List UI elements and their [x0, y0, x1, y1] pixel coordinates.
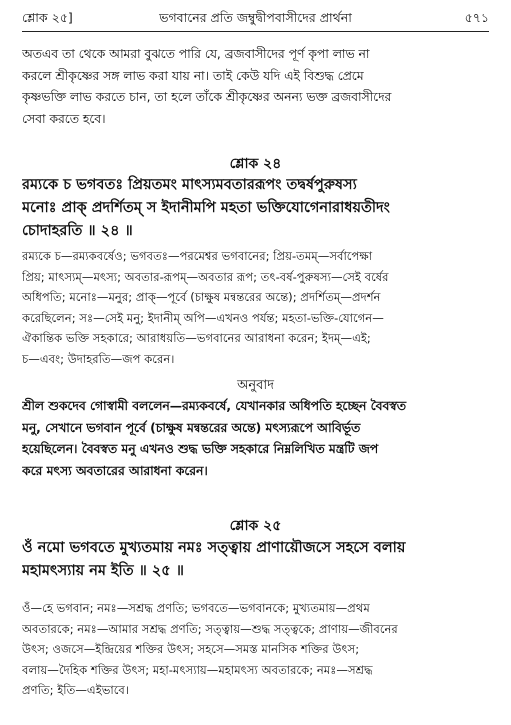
verse-line: মনোঃ প্রাক্ প্রদর্শিতম্ স ইদানীমপি মহতা ভক্তিযোগেনারাধয়তীদং: [22, 200, 390, 216]
verse-24-heading: শ্লোক ২৪: [229, 156, 282, 172]
synonym-line: বলায়—দৈহিক শক্তির উৎস; মহা-মৎস্যায়—মহামৎস্য অবতারকে; নমঃ—সশ্রদ্ধ: [22, 662, 373, 677]
purport-paragraph: [22, 44, 489, 130]
translation-line: শ্রীল শুকদেব গোস্বামী বললেন—রম্যকবর্ষে, যেখানকার অধিপতি হচ্ছেন বৈবস্বত: [22, 399, 407, 413]
synonym-line: উৎস; ওজসে—ইন্দ্রিয়ের শক্তির উৎস; সহসে—সমস্ত মানসিক শক্তির উৎস;: [22, 642, 360, 657]
translation-line: মনু, সেখানে ভগবান পূর্বে (চাক্ষুষ মন্বন্তরের অন্তে) মৎস্যরূপে আবির্ভূত: [22, 420, 361, 435]
verse-line: ওঁ নমো ভগবতে মুখ্যতমায় নমঃ সত্ত্বায় প্রাণায়ৌজসে সহসে বলায়: [22, 540, 406, 556]
verse-line: মহামৎস্যায় নম ইতি ॥ ২৫ ॥: [22, 563, 184, 579]
text-line: অতএব তা থেকে আমরা বুঝতে পারি যে, ব্রজবাসীদের পূর্ণ কৃপা লাভ না: [22, 47, 370, 61]
header-chapter-title: ভগবানের প্রতি জম্বুদ্বীপবাসীদের প্রার্থনা: [159, 10, 352, 25]
header-rule: [22, 31, 489, 32]
synonym-line: চ—এবং; উদাহরতি—জপ করেন।: [22, 351, 175, 366]
synonym-line: প্রিয়; মাৎস্যম্—মৎস্য; অবতার-রূপম্—অবতার রূপ; তৎ-বর্ষ-পুরুষস্য—সেই বর্ষের: [22, 269, 389, 284]
verse-25-synonyms: [22, 598, 489, 701]
verse-24-text: [22, 174, 489, 243]
synonym-line: করেছিলেন; সঃ—সেই মনু; ইদানীম্ অপি—এখনও পর্যন্ত; মহতা-ভক্তি-যোগেন—: [22, 310, 384, 325]
running-header: [22, 10, 489, 28]
verse-line: রম্যকে চ ভগবতঃ প্রিয়তমং মাৎস্যমবতাররূপং তদ্বর্ষপুরুষস্য: [22, 177, 357, 193]
verse-25-heading: শ্লোক ২৫: [229, 518, 282, 534]
verse-line: চোদাহরতি ॥ ২৪ ॥: [22, 223, 133, 239]
synonym-line: প্রণতি; ইতি—এইভাবে।: [22, 683, 130, 698]
translation-line: হয়েছিলেন। বৈবস্বত মনু এখনও শুদ্ধ ভক্তি সহকারে নিম্নলিখিত মন্ত্রটি জপ: [22, 442, 379, 456]
translation-heading: অনুবাদ: [237, 378, 274, 393]
verse-25-text: [22, 537, 489, 583]
page-number: ৫৭১: [464, 10, 489, 25]
text-line: সেবা করতে হবে।: [22, 111, 106, 126]
header-verse-ref: শ্লোক ২৫]: [22, 10, 73, 25]
synonym-line: অধিপতি; মনোঃ—মনুর; প্রাক্—পূর্বে (চাক্ষুষ মন্বন্তরের অন্তে); প্রদর্শিতম্—প্রদর্শন: [22, 290, 381, 305]
verse-24-synonyms: [22, 246, 489, 370]
translation-line: করে মৎস্য অবতারের আরাধনা করেন।: [22, 463, 208, 478]
synonym-line: ওঁ—হে ভগবান; নমঃ—সশ্রদ্ধ প্রণতি; ভগবতে—ভগবানকে; মুখ্যতমায়—প্রথম: [22, 601, 370, 615]
verse-24-translation: [22, 396, 489, 482]
synonym-line: ঐকান্তিক ভক্তি সহকারে; আরাধয়তি—ভগবানের আরাধনা করেন; ইদম্—এই;: [22, 331, 371, 346]
synonym-line: রম্যকে চ—রম্যকবর্ষেও; ভগবতঃ—পরমেশ্বর ভগবানের; প্রিয়-তমম্—সর্বাপেক্ষা: [22, 249, 373, 263]
synonym-line: অবতারকে; নমঃ—আমার সশ্রদ্ধ প্রণতি; সত্ত্বায়—শুদ্ধ সত্ত্বকে; প্রাণায়—জীবনের: [22, 621, 398, 636]
text-line: কৃষ্ণভক্তি লাভ করতে চান, তা হলে তাঁকে শ্রীকৃষ্ণের অনন্য ভক্ত ব্রজবাসীদের: [22, 90, 392, 104]
text-line: করলে শ্রীকৃষ্ণের সঙ্গ লাভ করা যায় না। তাই কেউ যদি এই বিশুদ্ধ প্রেমে: [22, 68, 364, 83]
